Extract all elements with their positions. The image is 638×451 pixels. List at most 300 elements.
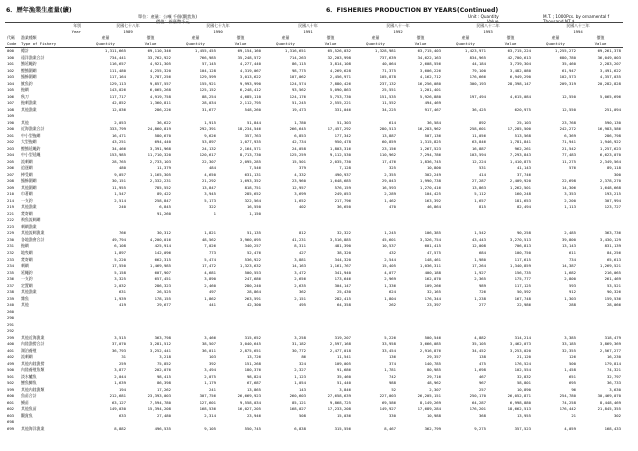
quantity-cell: 117,164 xyxy=(109,74,126,80)
row-fishery-type: 其他流刺漁業 xyxy=(21,230,45,236)
quantity-header-en: Quantity xyxy=(83,41,128,48)
value-cell: 167,748 xyxy=(514,295,531,301)
quantity-cell: 49,794 xyxy=(111,236,126,242)
value-cell: 32,203,998 xyxy=(327,54,351,60)
value-cell: 13,955 xyxy=(516,412,531,418)
quantity-header: 產量 xyxy=(191,35,200,40)
row-code: 291 xyxy=(7,321,15,327)
quantity-cell: 419 xyxy=(118,302,126,308)
value-cell: 3,013,622 xyxy=(239,74,261,80)
row-code: 202 xyxy=(7,139,15,145)
value-cell: 69,261,378 xyxy=(597,48,621,53)
quantity-cell: 64,287 xyxy=(471,399,486,405)
value-cell: 26,669,923 xyxy=(237,393,261,399)
value-cell: 117,125 xyxy=(514,282,531,288)
value-cell: 286,798 xyxy=(604,132,621,138)
quantity-cell: 508 xyxy=(298,412,306,418)
value-cell: 950,478 xyxy=(334,139,351,145)
value-cell: 962,261 xyxy=(514,145,531,151)
value-cell: 23,393,003 xyxy=(147,393,171,399)
value-cell: 280,240 xyxy=(244,282,261,288)
quantity-cell: 9,105 xyxy=(204,425,216,431)
quantity-cell: 912 xyxy=(568,289,576,295)
quantity-cell: 742 xyxy=(388,373,396,379)
quantity-cell: 3,353 xyxy=(564,191,576,197)
value-cell: 286,323 xyxy=(154,282,171,288)
value-cell: 176,344 xyxy=(424,295,441,301)
quantity-cell: 227,003 xyxy=(379,393,396,399)
value-cell: 27,480 xyxy=(156,412,171,418)
value-cell: 8,713,730 xyxy=(239,152,261,158)
value-cell: 706,813 xyxy=(514,243,531,249)
year-1993-zh: 民國八十二年 xyxy=(443,23,533,30)
quantity-cell: 43,251 xyxy=(111,139,126,145)
value-header-en: Value xyxy=(128,41,173,48)
value-cell: 1,693,352 xyxy=(239,178,261,184)
row-fishery-type: 巾著網 xyxy=(21,191,33,197)
quantity-cell: 28,034 xyxy=(201,100,216,106)
value-cell: 58,801 xyxy=(516,380,531,386)
value-cell: 357,763 xyxy=(244,132,261,138)
quantity-cell: 402 xyxy=(298,204,306,210)
quantity-cell: 1,462 xyxy=(384,197,396,203)
value-cell: 6,248,412 xyxy=(239,87,261,93)
value-header: 價值 xyxy=(236,35,245,40)
row-fishery-type: 一支釣 xyxy=(21,276,33,282)
value-cell: 193,215 xyxy=(604,191,621,197)
quantity-cell: 5,220 xyxy=(114,256,126,262)
quantity-cell: 16,593 xyxy=(381,184,396,190)
quantity-cell: 3,877 xyxy=(114,367,126,373)
quantity-cell: 31,677 xyxy=(201,106,216,112)
value-cell: 23,397 xyxy=(426,302,441,308)
quantity-cell: 4,650 xyxy=(204,171,216,177)
quantity-cell: 23,156 xyxy=(381,145,396,151)
value-cell: 590,130 xyxy=(604,119,621,125)
value-cell: 75,852 xyxy=(156,360,171,366)
value-cell: 662,315 xyxy=(154,256,171,262)
row-code: 599 xyxy=(7,386,15,392)
quantity-cell: 2,327 xyxy=(294,367,306,373)
value-cell: 620,975 xyxy=(514,106,531,112)
value-header: 價值 xyxy=(596,35,605,40)
quantity-cell: 2,289 xyxy=(384,191,396,197)
value-cell: 29,357 xyxy=(426,354,441,360)
value-cell: 84,256 xyxy=(606,249,621,255)
quantity-cell: 197,494 xyxy=(469,93,486,99)
row-code: 299 xyxy=(7,334,15,340)
quantity-header: 產量 xyxy=(551,35,560,40)
value-cell: 507,136 xyxy=(424,132,441,138)
row-fishery-type: 內陸漁撈合計 xyxy=(21,341,45,347)
row-code: 103 xyxy=(7,74,15,80)
quantity-cell: 8,311 xyxy=(294,243,306,249)
value-cell: 178,155 xyxy=(154,295,171,301)
quantity-cell: 392 xyxy=(208,360,216,366)
value-cell: 15,036 xyxy=(336,412,351,418)
quantity-cell: 43,443 xyxy=(471,236,486,242)
quantity-cell: 21,542 xyxy=(561,145,576,151)
value-cell: 3,281,512 xyxy=(149,341,171,347)
quantity-cell: 33,185 xyxy=(561,341,576,347)
row-fishery-type: 中小型延繩 xyxy=(21,152,41,158)
quantity-cell: 13,847 xyxy=(201,184,216,190)
value-cell: 42,300 xyxy=(246,302,261,308)
quantity-cell: 7,026 xyxy=(204,243,216,249)
value-cell: 162,070 xyxy=(424,276,441,282)
quantity-header-en: Quantity xyxy=(353,41,398,48)
quantity-cell: 2,044 xyxy=(114,373,126,379)
value-cell: 26,052,871 xyxy=(507,393,531,399)
value-cell: 28,398,147 xyxy=(507,80,531,86)
quantity-cell: 120,617 xyxy=(199,152,216,158)
quantity-cell: 1,238 xyxy=(474,295,486,301)
value-cell: 109,005 xyxy=(334,360,351,366)
value-cell: 490,937 xyxy=(334,171,351,177)
row-code: 499 xyxy=(7,360,15,366)
quantity-header-en: Quantity xyxy=(533,41,578,48)
quantity-cell: 5,474 xyxy=(204,256,216,262)
quantity-cell: 63,127 xyxy=(111,399,126,405)
quantity-cell: 116,657 xyxy=(109,61,126,67)
quantity-header: 產量 xyxy=(461,35,470,40)
quantity-cell: 45,601 xyxy=(381,236,396,242)
quantity-cell: 6,838 xyxy=(294,425,306,431)
row-code: 292 xyxy=(7,328,15,334)
value-cell: 46,864 xyxy=(426,204,441,210)
quantity-cell: 4,332 xyxy=(294,171,306,177)
quantity-cell: 427 xyxy=(298,249,306,255)
quantity-cell: 288 xyxy=(568,302,576,308)
quantity-cell: 17,472 xyxy=(201,263,216,269)
value-cell: 217,796 xyxy=(334,197,351,203)
value-cell: 21,120 xyxy=(516,354,531,360)
value-cell: 148,461 xyxy=(424,256,441,262)
value-cell: 82,494 xyxy=(516,204,531,210)
quantity-cell: 93,562 xyxy=(291,87,306,93)
row-code: 400 xyxy=(7,341,15,347)
value-cell: 785,552 xyxy=(154,184,171,190)
value-cell: 63,715,403 xyxy=(417,48,441,53)
row-code: 201 xyxy=(7,132,15,138)
quantity-cell: 36,793 xyxy=(111,347,126,353)
quantity-cell: 98,775 xyxy=(291,67,306,73)
quantity-cell: 812 xyxy=(298,230,306,236)
quantity-cell: 3,945 xyxy=(204,191,216,197)
value-cell: 18,662,513 xyxy=(507,406,531,412)
value-cell: 6,845 xyxy=(159,204,171,210)
value-cell: 98,415 xyxy=(156,373,171,379)
value-cell: 27,658,639 xyxy=(327,393,351,399)
value-cell: 173,646 xyxy=(334,276,351,282)
value-cell: 340,257 xyxy=(244,243,261,249)
quantity-cell: 1,113 xyxy=(564,204,576,210)
row-fishery-type: 秋刀 xyxy=(21,93,29,99)
quantity-cell: 988 xyxy=(388,380,396,386)
quantity-cell: 16,471 xyxy=(111,132,126,138)
quantity-cell: 15,405 xyxy=(381,263,396,269)
quantity-cell: 1,054 xyxy=(294,380,306,386)
value-cell: 89,118 xyxy=(606,165,621,171)
value-cell: 104,425 xyxy=(424,191,441,197)
value-cell: 47,575 xyxy=(426,249,441,255)
quantity-cell: 107,062 xyxy=(289,74,306,80)
value-cell: 24,860,819 xyxy=(147,126,171,132)
quantity-cell: 1,915 xyxy=(204,119,216,125)
quantity-cell: 300,193 xyxy=(469,80,486,86)
value-cell: 363,798 xyxy=(154,334,171,340)
value-cell: 315,556 xyxy=(334,425,351,431)
row-fishery-type: 鯉魚鯽魚 xyxy=(21,380,37,386)
value-cell: 513,568 xyxy=(514,132,531,138)
value-cell: 302,249 xyxy=(424,171,441,177)
value-cell: 38,320 xyxy=(336,249,351,255)
row-code: 203 xyxy=(7,145,15,151)
quantity-cell: 25,551 xyxy=(381,87,396,93)
quantity-cell: 86,115 xyxy=(291,61,306,67)
value-cell: 17,285,500 xyxy=(507,126,531,132)
row-fishery-type: 追逐網 xyxy=(21,165,33,171)
quantity-cell: 531 xyxy=(478,165,486,171)
quantity-cell: 12,036 xyxy=(111,106,126,112)
quantity-cell: 209,319 xyxy=(559,80,576,86)
quantity-cell: 2,355 xyxy=(384,171,396,177)
value-cell: 3,846 xyxy=(339,386,351,392)
value-cell: 4,162,712 xyxy=(419,74,441,80)
row-code: 601 xyxy=(7,399,15,405)
value-cell: 25,430 xyxy=(336,289,351,295)
value-cell: 7,294,786 xyxy=(419,152,441,158)
quantity-cell: 2,800 xyxy=(564,276,576,282)
year-label-en: Year xyxy=(71,29,81,34)
quantity-cell: 168,536 xyxy=(199,406,216,412)
row-fishery-type: 其他 xyxy=(21,119,29,125)
quantity-cell: 307,756 xyxy=(199,393,216,399)
value-cell: 3,960,095 xyxy=(239,236,261,242)
quantity-cell: 60,859 xyxy=(381,139,396,145)
quantity-cell: 1,927 xyxy=(474,269,486,275)
value-cell: 1,803,316 xyxy=(329,145,351,151)
quantity-cell: 117,717 xyxy=(109,93,126,99)
row-code: 200 xyxy=(7,126,15,132)
quantity-cell: 1,316,651 xyxy=(284,48,306,53)
value-cell: 302 xyxy=(613,412,621,418)
row-fishery-type: 其他 xyxy=(21,302,29,308)
value-cell: 425,914 xyxy=(154,243,171,249)
quantity-cell: 1,455,455 xyxy=(194,48,216,53)
value-cell: 3,739,304 xyxy=(509,61,531,67)
quantity-cell: 250,170 xyxy=(469,393,486,399)
value-cell: 32,322 xyxy=(336,230,351,236)
value-cell: 41,143 xyxy=(516,165,531,171)
type-label-en: Type of Fishery xyxy=(19,41,83,48)
year-1991-zh: 民國八十年 xyxy=(263,23,353,30)
value-cell: 28,066 xyxy=(606,302,621,308)
value-cell: 16,550 xyxy=(246,204,261,210)
quantity-cell: 105,878 xyxy=(379,74,396,80)
quantity-cell: 21,292 xyxy=(201,178,216,184)
value-cell: 102,554 xyxy=(514,367,531,373)
quantity-cell: 4,059 xyxy=(564,425,576,431)
value-cell: 576,159 xyxy=(334,184,351,190)
value-cell: 36,622 xyxy=(156,119,171,125)
value-cell: 261,469 xyxy=(604,276,621,282)
value-cell: 30,469,070 xyxy=(597,393,621,399)
value-cell: 36,650 xyxy=(336,204,351,210)
year-1992-zh: 民國八十一年 xyxy=(353,23,443,30)
quantity-cell: 1,780 xyxy=(294,119,306,125)
table-header xyxy=(5,23,623,48)
value-cell: 2,332,231 xyxy=(149,178,171,184)
quantity-cell: 1,255,272 xyxy=(554,48,576,53)
value-cell: 65,526,032 xyxy=(327,48,351,53)
quantity-cell: 12,957 xyxy=(291,184,306,190)
unit-en-value: Value xyxy=(487,19,499,24)
value-header-en: Value xyxy=(218,41,263,48)
value-cell: 4,200,016 xyxy=(149,236,171,242)
quantity-cell: 1,862 xyxy=(204,295,216,301)
value-cell: 53,521 xyxy=(606,282,621,288)
quantity-cell: 79,100 xyxy=(471,67,486,73)
value-cell: 202,076 xyxy=(154,367,171,373)
value-cell: 249,053 xyxy=(334,191,351,197)
value-header: 價值 xyxy=(146,35,155,40)
quantity-cell: 414 xyxy=(478,171,486,177)
value-cell: 21,845,355 xyxy=(597,406,621,412)
value-cell: 51,303 xyxy=(336,119,351,125)
row-code: 230 xyxy=(7,236,15,242)
row-code: 214 xyxy=(7,197,15,203)
quantity-cell: 22,698 xyxy=(561,178,576,184)
year-1994-zh: 民國八十三年 xyxy=(533,23,623,30)
quantity-cell: 631 xyxy=(118,289,126,295)
row-code: 109 xyxy=(7,113,15,119)
row-code: 234 xyxy=(7,263,15,269)
row-fishery-type: 定置網 xyxy=(21,282,33,288)
quantity-header: 產量 xyxy=(281,35,290,40)
quantity-cell: 11,056 xyxy=(471,132,486,138)
quantity-cell: 726 xyxy=(478,289,486,295)
quantity-cell: 5,112 xyxy=(474,191,486,197)
value-cell: 35,248,572 xyxy=(237,54,261,60)
row-code: 232 xyxy=(7,249,15,255)
value-cell: 3,869,369 xyxy=(599,341,621,347)
quantity-cell: 2,969 xyxy=(384,276,396,282)
value-cell: 32,797 xyxy=(606,373,621,379)
quantity-cell: 480 xyxy=(118,165,126,171)
value-cell: 28,864 xyxy=(246,289,261,295)
value-cell: 168,433 xyxy=(604,425,621,431)
row-fishery-type: 焚寄網 xyxy=(21,210,33,216)
value-cell: 319,207 xyxy=(334,334,351,340)
value-cell: 7,128 xyxy=(339,165,351,171)
quantity-cell: 834,965 xyxy=(469,54,486,60)
quantity-cell: 333,799 xyxy=(109,126,126,132)
quantity-cell: 34,466 xyxy=(111,145,126,151)
value-cell: 548,260 xyxy=(244,106,261,112)
value-cell: 63,715,224 xyxy=(507,48,531,53)
value-cell: 357,523 xyxy=(514,425,531,431)
value-cell: 286,226 xyxy=(154,106,171,112)
row-code: 240 xyxy=(7,302,15,308)
value-cell: 151,268 xyxy=(244,360,261,366)
quantity-cell: 892 xyxy=(478,119,486,125)
value-cell: 163,392 xyxy=(424,197,441,203)
value-cell: 13,865 xyxy=(246,386,261,392)
quantity-cell: 127,601 xyxy=(199,399,216,405)
value-cell: 89,422 xyxy=(156,191,171,197)
quantity-cell: 292,391 xyxy=(199,126,216,132)
value-cell: 1,323,632 xyxy=(239,263,261,269)
year-1989: 1989 xyxy=(123,29,133,34)
row-code: 600 xyxy=(7,393,15,399)
row-code: 603 xyxy=(7,412,15,418)
year-label-zh: 年別 xyxy=(5,23,83,30)
quantity-cell: 611 xyxy=(568,249,576,255)
quantity-cell: 125,259 xyxy=(289,152,306,158)
value-cell: 1,161,767 xyxy=(329,263,351,269)
value-header-en: Value xyxy=(488,41,533,48)
value-cell: 179,814 xyxy=(604,360,621,366)
value-cell: 3,787,256 xyxy=(149,74,171,80)
quantity-cell: 110,962 xyxy=(379,152,396,158)
value-cell: 9,112,530 xyxy=(329,152,351,158)
row-code: 502 xyxy=(7,380,15,386)
value-cell: 400,188 xyxy=(424,269,441,275)
quantity-cell: 12,550 xyxy=(561,93,576,99)
year-1992: 1992 xyxy=(393,29,403,34)
value-cell: 580,670 xyxy=(154,132,171,138)
row-code: 105 xyxy=(7,87,15,93)
quantity-cell: 155,921 xyxy=(199,80,216,86)
quantity-cell: 324 xyxy=(298,360,306,366)
value-cell: 1,360,811 xyxy=(149,100,171,106)
value-cell: 3,218 xyxy=(159,354,171,360)
quantity-cell: 242,272 xyxy=(559,126,576,132)
quantity-cell: 38,507 xyxy=(201,341,216,347)
quantity-cell: 766 xyxy=(118,230,126,236)
quantity-cell: 500 xyxy=(568,360,576,366)
quantity-cell: 325 xyxy=(388,165,396,171)
quantity-cell: 1,639 xyxy=(114,380,126,386)
quantity-cell: 36,011 xyxy=(201,347,216,353)
value-cell: 11,379 xyxy=(156,165,171,171)
quantity-cell: 3,466 xyxy=(204,334,216,340)
row-code: 602 xyxy=(7,406,15,412)
value-cell: 7,546 xyxy=(249,165,261,171)
quantity-cell: 3,258 xyxy=(294,334,306,340)
quantity-cell: 194 xyxy=(118,386,126,392)
value-cell: 2,095,285 xyxy=(239,158,261,164)
value-cell: 1,648,685 xyxy=(329,178,351,184)
value-cell: 344,320 xyxy=(334,256,351,262)
row-fishery-type: 其他海洋漁業 xyxy=(21,425,45,431)
quantity-cell: 4,681 xyxy=(204,269,216,275)
row-fishery-type: 淡水鱸魚 xyxy=(21,373,37,379)
quantity-cell: 2,200 xyxy=(564,197,576,203)
row-fishery-type: 其他近海漁業 xyxy=(21,334,45,340)
value-cell: 4,921,305 xyxy=(149,61,171,67)
quantity-cell: 257 xyxy=(478,386,486,392)
row-code: 108 xyxy=(7,106,15,112)
row-code: 101 xyxy=(7,61,15,67)
value-cell: 22,986 xyxy=(516,302,531,308)
value-cell: 123,727 xyxy=(604,204,621,210)
value-cell: 5,065,696 xyxy=(599,93,621,99)
value-cell: 1,267,523 xyxy=(419,145,441,151)
row-code: 221 xyxy=(7,210,15,216)
quantity-cell: 36,425 xyxy=(471,106,486,112)
